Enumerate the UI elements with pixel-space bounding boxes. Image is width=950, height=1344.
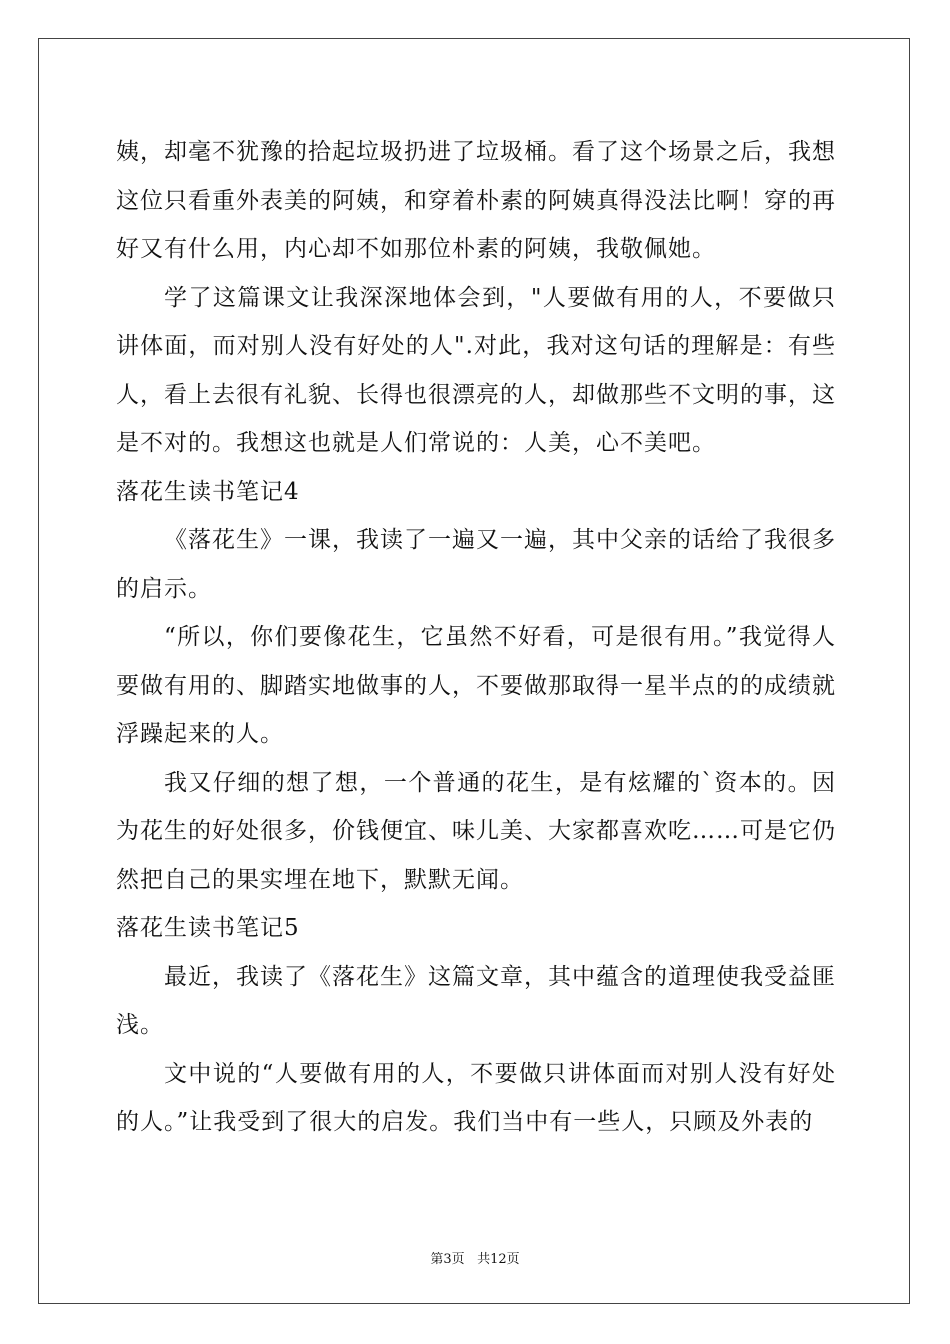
page-footer [0,1248,950,1267]
section-heading-5: 落花生读书笔记5 [116,915,300,941]
paragraph-2: 学了这篇课文让我深深地体会到，"人要做有用的人，不要做只讲体面，而对别人没有好处的人".对此，我对这句话的理解是：有些人，看上去很有礼貌、长得也很漂亮的人，却做那些不文明的事，这是不对的。我想这也就是人们常说的：人美，心不美吧。 [116,284,836,456]
paragraph-3: 《落花生》一课，我读了一遍又一遍，其中父亲的话给了我很多的启示。 [116,527,836,602]
paragraph-4: “所以，你们要像花生，它虽然不好看，可是很有用。”我觉得人要做有用的、脚踏实地做事的人，不要做那取得一星半点的的成绩就浮躁起来的人。 [116,624,836,747]
section-heading-4: 落花生读书笔记4 [116,478,300,505]
document-body [116,128,836,1147]
paragraph-5: 我又仔细的想了想，一个普通的花生，是有炫耀的`资本的。因为花生的好处很多，价钱便宜、味儿美、大家都喜欢吃……可是它仍然把自己的果实埋在地下，默默无闻。 [116,769,836,893]
paragraph-1: 姨，却毫不犹豫的拾起垃圾扔进了垃圾桶。看了这个场景之后，我想这位只看重外表美的阿姨，和穿着朴素的阿姨真得没法比啊！穿的再好又有什么用，内心却不如那位朴素的阿姨，我敬佩她。 [116,139,836,262]
page-total: 共12页 [477,1252,520,1267]
paragraph-6: 最近，我读了《落花生》这篇文章，其中蕴含的道理使我受益匪浅。 [116,963,836,1038]
paragraph-7: 文中说的“人要做有用的人，不要做只讲体面而对别人没有好处的人。”让我受到了很大的启发。我们当中有一些人，只顾及外表的 [116,1060,836,1135]
page-number: 第3页 [430,1252,465,1267]
